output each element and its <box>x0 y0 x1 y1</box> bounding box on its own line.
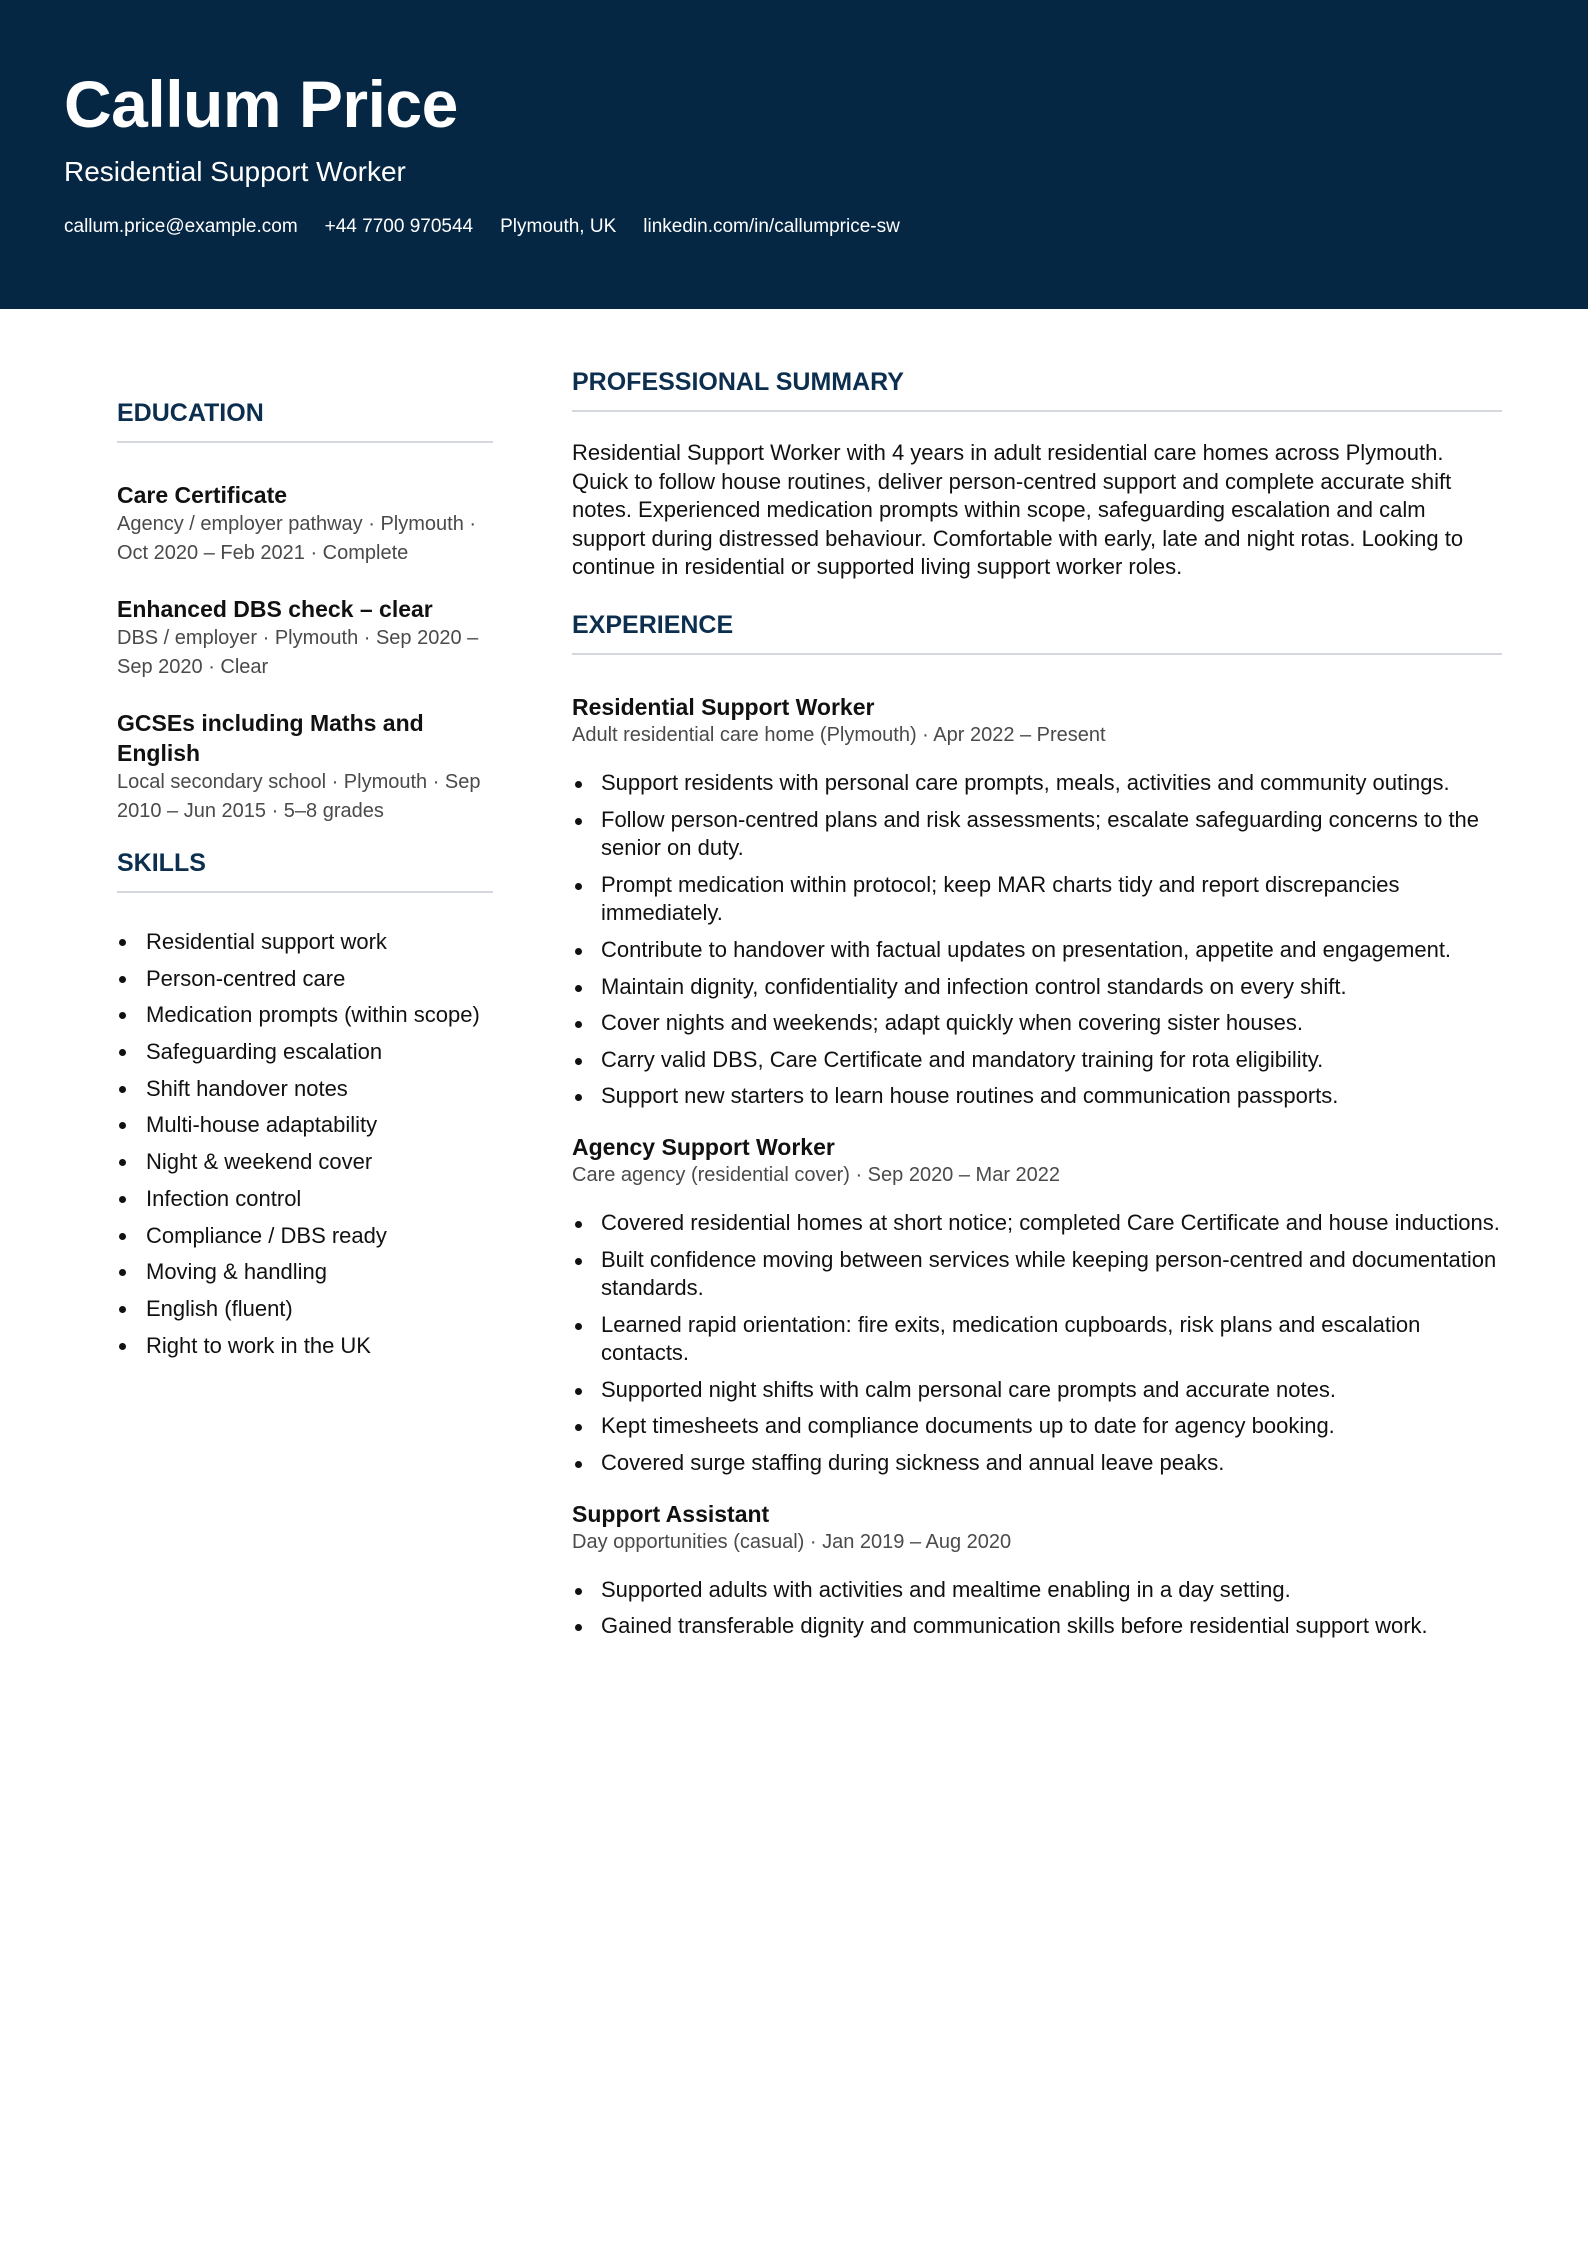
skill-item: Right to work in the UK <box>117 1332 493 1360</box>
contact-email: callum.price@example.com <box>64 216 298 237</box>
job-bullet: Maintain dignity, confidentiality and infection control standards on every shift. <box>572 973 1502 1002</box>
summary-section <box>572 365 1502 582</box>
skill-item: Safeguarding escalation <box>117 1038 493 1066</box>
contact-bar <box>64 214 900 240</box>
skills-heading: SKILLS <box>117 846 493 893</box>
job-bullets <box>572 769 1502 1111</box>
experience-heading: EXPERIENCE <box>572 608 1502 655</box>
contact-location: Plymouth, UK <box>500 216 617 237</box>
education-item <box>117 480 493 568</box>
job-bullet: Contribute to handover with factual updates on presentation, appetite and engagement. <box>572 936 1502 965</box>
skills-section <box>117 846 493 1360</box>
education-section <box>117 396 493 826</box>
skill-item: Night & weekend cover <box>117 1148 493 1176</box>
skill-item: Moving & handling <box>117 1258 493 1286</box>
job-bullet: Kept timesheets and compliance documents up to date for agency booking. <box>572 1412 1502 1441</box>
education-meta: Local secondary school · Plymouth · Sep 2010 – Jun 2015 · 5–8 grades <box>117 771 481 822</box>
job-bullet: Supported adults with activities and mealtime enabling in a day setting. <box>572 1576 1502 1605</box>
job-bullet: Built confidence moving between services while keeping person-centred and documentation standards. <box>572 1246 1502 1303</box>
skill-item: Person-centred care <box>117 965 493 993</box>
candidate-role: Residential Support Worker <box>64 156 406 187</box>
job-bullets <box>572 1576 1502 1641</box>
job-list <box>572 692 1502 1641</box>
skill-item: English (fluent) <box>117 1295 493 1323</box>
skills-list <box>117 928 493 1360</box>
summary-text: Residential Support Worker with 4 years in adult residential care homes across Plymouth. Quick to follow house routines, deliver person-centred support and complete accurate shift notes. Experienced medication prompts within scope, safeguarding escalation and calm support during distressed behaviour. Comfortable with early, late and night rotas. Looking to continue in residential or supported living support worker roles. <box>572 440 1464 580</box>
job-bullet: Learned rapid orientation: fire exits, medication cupboards, risk plans and escalation contacts. <box>572 1311 1502 1368</box>
job-bullet: Covered residential homes at short notice; completed Care Certificate and house inductions. <box>572 1209 1502 1238</box>
skill-item: Compliance / DBS ready <box>117 1222 493 1250</box>
job-bullets <box>572 1209 1502 1478</box>
job-bullet: Supported night shifts with calm personal care prompts and accurate notes. <box>572 1376 1502 1405</box>
skill-item: Infection control <box>117 1185 493 1213</box>
resume-header <box>0 0 1588 309</box>
right-column <box>572 365 1502 1662</box>
skill-item: Shift handover notes <box>117 1075 493 1103</box>
job-bullet: Support new starters to learn house routines and communication passports. <box>572 1082 1502 1111</box>
job-title: Support Assistant <box>572 1500 770 1527</box>
left-column <box>117 396 493 1368</box>
candidate-name: Callum Price <box>64 67 458 141</box>
job-entry <box>572 1499 1502 1641</box>
job-bullet: Covered surge staffing during sickness and annual leave peaks. <box>572 1449 1502 1478</box>
job-bullet: Prompt medication within protocol; keep MAR charts tidy and report discrepancies immediately. <box>572 871 1502 928</box>
education-degree: GCSEs including Maths and English <box>117 710 424 766</box>
job-meta: Day opportunities (casual) · Jan 2019 – Aug 2020 <box>572 1530 1012 1553</box>
education-meta: DBS / employer · Plymouth · Sep 2020 – Sep 2020 · Clear <box>117 627 479 678</box>
education-meta: Agency / employer pathway · Plymouth · Oct 2020 – Feb 2021 · Complete <box>117 513 477 564</box>
education-item <box>117 594 493 682</box>
job-entry <box>572 692 1502 1111</box>
summary-heading: PROFESSIONAL SUMMARY <box>572 365 1502 412</box>
skill-item: Medication prompts (within scope) <box>117 1001 493 1029</box>
education-degree: Care Certificate <box>117 482 288 508</box>
education-item <box>117 708 493 826</box>
education-list <box>117 480 493 826</box>
job-bullet: Gained transferable dignity and communication skills before residential support work. <box>572 1612 1502 1641</box>
job-title: Residential Support Worker <box>572 693 875 720</box>
job-entry <box>572 1132 1502 1478</box>
job-bullet: Cover nights and weekends; adapt quickly when covering sister houses. <box>572 1009 1502 1038</box>
experience-section <box>572 608 1502 1641</box>
education-heading: EDUCATION <box>117 396 493 443</box>
skill-item: Residential support work <box>117 928 493 956</box>
skill-item: Multi-house adaptability <box>117 1111 493 1139</box>
job-meta: Adult residential care home (Plymouth) · Apr 2022 – Present <box>572 723 1106 746</box>
job-meta: Care agency (residential cover) · Sep 2020 – Mar 2022 <box>572 1163 1061 1186</box>
job-bullet: Support residents with personal care prompts, meals, activities and community outings. <box>572 769 1502 798</box>
education-degree: Enhanced DBS check – clear <box>117 596 433 622</box>
contact-linkedin: linkedin.com/in/callumprice-sw <box>643 216 900 237</box>
job-bullet: Carry valid DBS, Care Certificate and mandatory training for rota eligibility. <box>572 1046 1502 1075</box>
job-title: Agency Support Worker <box>572 1133 835 1160</box>
contact-phone: +44 7700 970544 <box>324 216 474 237</box>
job-bullet: Follow person-centred plans and risk assessments; escalate safeguarding concerns to the senior on duty. <box>572 806 1502 863</box>
